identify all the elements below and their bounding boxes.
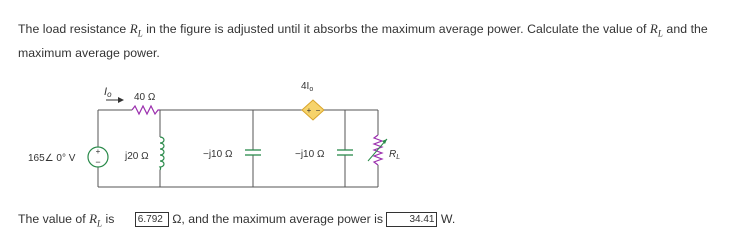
rl-symbol-2: $R_L$ <box>649 21 663 39</box>
rl-symbol-3: $R_L$ <box>89 211 103 229</box>
svg-text:−: − <box>315 106 321 115</box>
capacitor-1-label: −j10 Ω <box>203 149 233 160</box>
variable-resistor-icon <box>368 135 387 165</box>
question-part-1: The load resistance <box>18 22 130 36</box>
load-label: $R_L$ <box>389 149 401 161</box>
rl-symbol: $R_L$ <box>129 21 143 39</box>
power-answer-input[interactable]: 34.41 <box>386 212 437 227</box>
inductor-label: j20 Ω <box>125 151 149 162</box>
dependent-source-icon <box>302 100 324 120</box>
question-part-2: in the figure is adjusted until it absorbs the maximum average power. Calculate the value of <box>142 22 650 36</box>
current-label: Io <box>104 86 112 99</box>
resistor-40-icon <box>132 106 160 114</box>
source-label: 165∠ 0° V <box>28 153 76 164</box>
resistor-40-label: 40 Ω <box>134 92 156 103</box>
answer-unit-mid: Ω, and the maximum average power is <box>168 212 384 226</box>
question-part-3: and the maximum average power. <box>18 22 708 60</box>
answer-line <box>18 211 455 229</box>
inductor-icon <box>160 137 164 170</box>
svg-text:−: − <box>95 157 101 167</box>
svg-text:+: + <box>306 106 312 115</box>
answer-prefix: The value of <box>18 212 90 226</box>
svg-text:+: + <box>95 147 101 156</box>
rl-answer-input[interactable]: 6.792 <box>135 212 169 227</box>
capacitor-2-icon <box>337 150 353 155</box>
dependent-source-label: $4I_o$ <box>301 81 314 93</box>
capacitor-2-label: −j10 Ω <box>295 149 325 160</box>
voltage-source-icon <box>88 147 108 167</box>
answer-mid: is <box>102 212 115 226</box>
capacitor-1-icon <box>245 150 261 155</box>
answer-unit-end: W. <box>437 212 456 226</box>
